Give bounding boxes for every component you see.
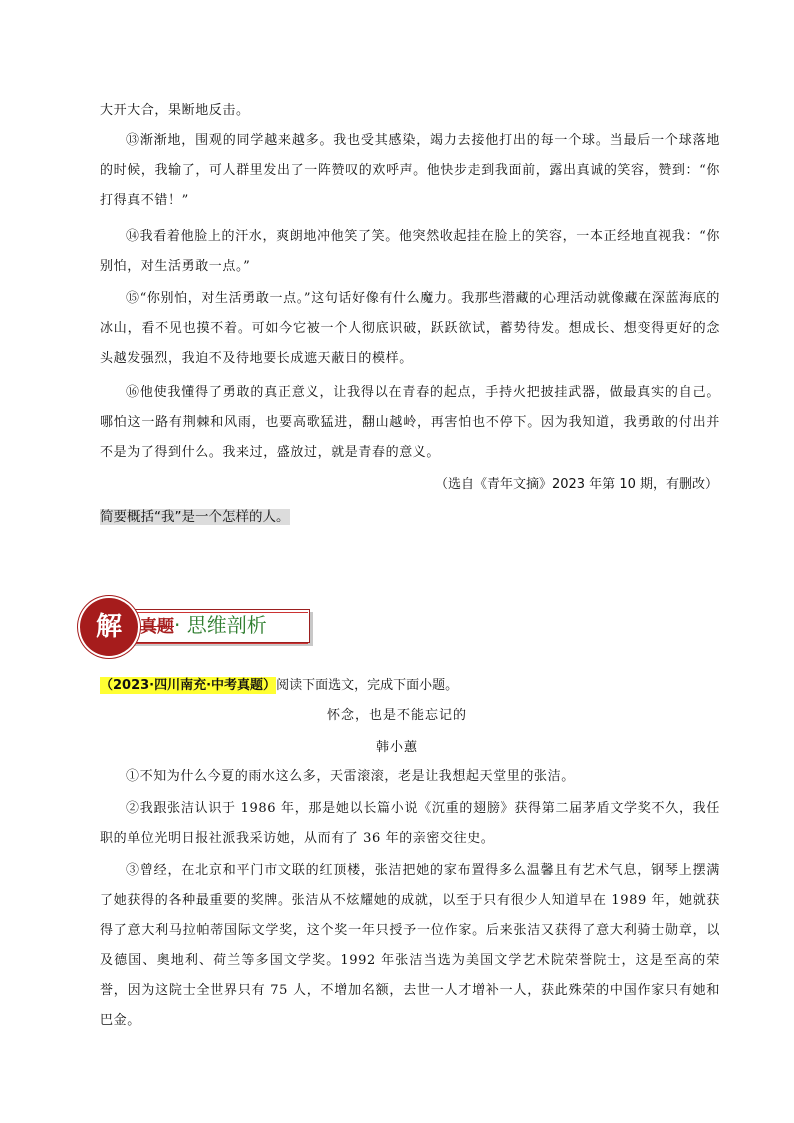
- exam-tag: （2023·四川南充·中考真题）: [100, 678, 277, 693]
- paragraph-1: ①不知为什么今夏的雨水这么多，天雷滚滚，老是让我想起天堂里的张洁。: [126, 769, 575, 784]
- question-highlight: 简要概括“我”是一个怎样的人。: [100, 509, 290, 525]
- banner-label-strong: 真题: [140, 617, 174, 637]
- paragraph-end: 大开大合，果断地反击。: [100, 103, 250, 118]
- paragraph-13: ⑬渐渐地，围观的同学越来越多。我也受其感染，竭力去接他打出的每一个球。当最后一个球落地的时候，我输了，可人群里发出了一阵赞叹的欢呼声。他快步走到我面前，露出真诚的笑容，赞到：“你打得真不错！”: [100, 133, 720, 208]
- exam-line: [100, 675, 458, 697]
- banner-label-rest: · 思维剖析: [174, 613, 267, 637]
- question-text: [100, 506, 290, 528]
- source-citation: （选自《青年文摘》2023 年第 10 期，有删改）: [434, 477, 718, 492]
- paragraph-3: ③曾经，在北京和平门市文联的红顶楼，张洁把她的家布置得多么温馨且有艺术气息，钢琴上摆满了她获得的各种最重要的奖牌。张洁从不炫耀她的成就，以至于只有很少人知道早在 1989 年，她就获得了意大利马拉帕蒂国际文学奖，这个奖一年只授予一位作家。后来张洁又获得了意大利骑士勋章，以及德国、奥地利、荷兰等多国文学奖。1992 年张洁当选为美国文学艺术院荣誉院士，这是至高的荣誉，因为这院士全世界只有 75 人，不增加名额，去世一人才增补一人，获此殊荣的中国作家只有她和巴金。: [100, 863, 720, 1028]
- passage-author: 韩小蕙: [375, 740, 418, 755]
- paragraph-14: ⑭我看着他脸上的汗水，爽朗地冲他笑了笑。他突然收起挂在脸上的笑容，一本正经地直视我：“你别怕，对生活勇敢一点。”: [100, 229, 720, 274]
- paragraph-16: ⑯他使我懂得了勇敢的真正意义，让我得以在青春的起点，手持火把披挂武器，做最真实的自己。哪怕这一路有荆棘和风雨，也要高歌猛进，翻山越岭，再害怕也不停下。因为我知道，我勇敢的付出并不是为了得到什么。我来过，盛放过，就是青春的意义。: [100, 385, 720, 460]
- banner-circle-char: 解: [95, 612, 122, 642]
- paragraph-15: ⑮“你别怕，对生活勇敢一点。”这句话好像有什么魔力。我那些潜藏的心理活动就像藏在深蓝海底的冰山，看不见也摸不着。可如今它被一个人彻底识破，跃跃欲试，蓄势待发。想成长、想变得更好的念头越发强烈，我迫不及待地要长成遮天蔽日的模样。: [100, 291, 720, 366]
- banner-label: [140, 610, 267, 642]
- paragraph-2: ②我跟张洁认识于 1986 年，那是她以长篇小说《沉重的翅膀》获得第二届茅盾文学奖不久，我任职的单位光明日报社派我采访她，从而有了 36 年的亲密交往史。: [100, 801, 720, 846]
- section-banner: [80, 598, 316, 656]
- passage-title: 怀念，也是不能忘记的: [326, 708, 467, 723]
- exam-instruction: 阅读下面选文，完成下面小题。: [276, 678, 459, 693]
